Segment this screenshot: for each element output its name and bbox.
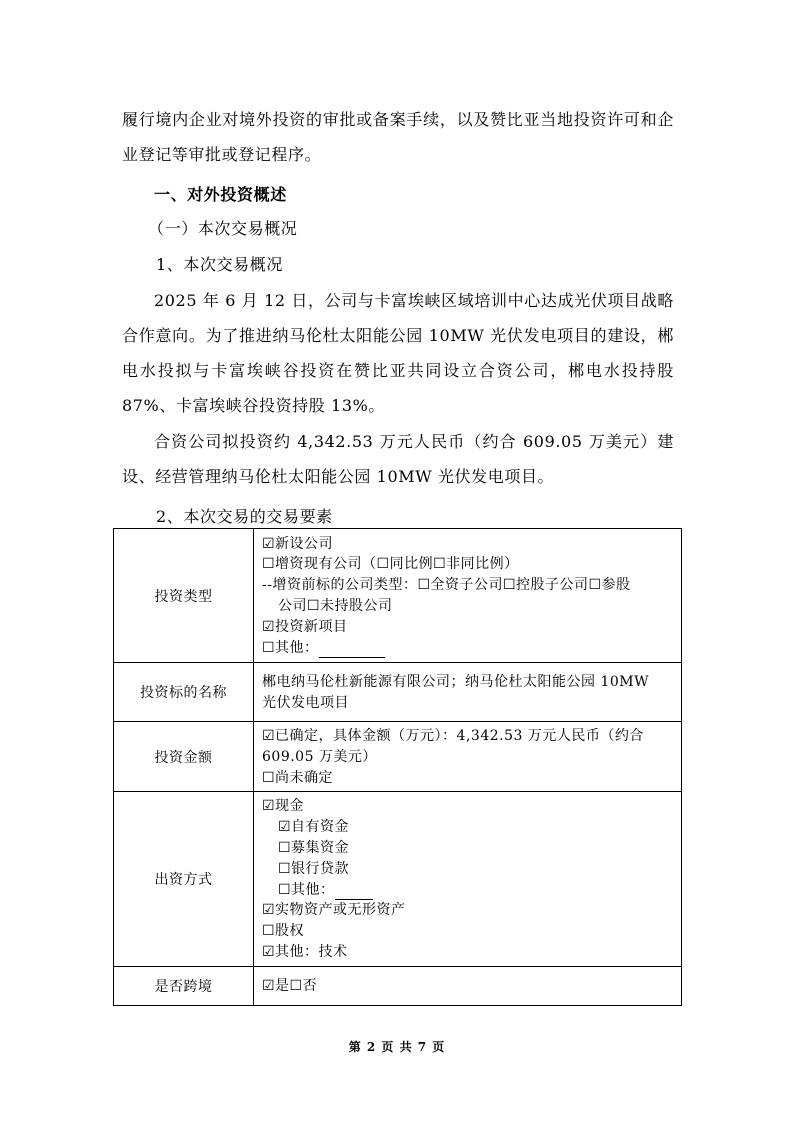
table-row-cross-border [114,966,682,1005]
method-cash-other-label: ☐其他： [278,881,335,898]
option-target-type-cont: 公司☐未持股公司 [278,598,393,614]
table-row-amount [114,722,682,792]
value-target-name [254,663,682,722]
method-equity: ☐股权 [262,923,305,940]
paragraph-1: 2025 年 6 月 12 日，公司与卡富埃峡区域培训中心达成光伏项目战略合作意向。为了推进纳马伦杜太阳能公园 10MW 光伏发电项目的建设，郴电水投拟与卡富埃峡谷投资在赞比亚共同设立合资公司，郴电水投持股 87%、卡富埃峡谷投资持股 13%。 [122,291,674,415]
label-method: 出资方式 [114,792,254,966]
method-own-funds: ☑自有资金 [278,819,350,836]
blank-line [319,643,385,658]
target-name-line-2: 光伏发电项目 [262,694,349,711]
amount-determined: ☑已确定，具体金额（万元）：4,342.53 万元人民币（约合 [262,728,644,744]
amount-undetermined: ☐尚未确定 [262,769,334,786]
option-new-company: ☑新设公司 [262,535,334,552]
subsection-title: （一）本次交易概况 [148,219,298,238]
label-investment-type: 投资类型 [114,529,254,663]
paragraph-2: 合资公司拟投资约 4,342.53 万元人民币（约合 609.05 万美元）建设、经营管理纳马伦杜太阳能公园 10MW 光伏发电项目。 [122,432,674,486]
method-bank-loan: ☐银行贷款 [278,860,350,877]
value-amount [254,722,682,792]
option-target-type: --增资前标的公司类型：☐全资子公司☐控股子公司☐参股 [262,577,631,594]
intro-paragraph: 履行境内企业对境外投资的审批或备案手续，以及赞比亚当地投资许可和企业登记等审批或登记程序。 [122,110,674,164]
page-footer: 第 2 页 共 7 页 [348,1040,446,1054]
section-title: 一、对外投资概述 [154,185,287,204]
option-new-project: ☑投资新项目 [262,618,348,635]
option-other-label: ☐其他： [262,639,319,656]
value-method [254,792,682,966]
value-cross-border [254,966,682,1005]
item1-title: 1、本次交易概况 [156,255,283,274]
option-other [262,638,673,659]
label-amount: 投资金额 [114,722,254,792]
label-cross-border: 是否跨境 [114,966,254,1005]
option-capital-increase: ☐增资现有公司（☐同比例☐非同比例） [262,556,519,573]
cross-border-options: ☑是☐否 [262,977,318,994]
blank-line [335,885,373,900]
method-cash-other [262,880,673,901]
table-row-investment-type [114,529,682,663]
method-cash: ☑现金 [262,798,305,815]
amount-determined-cont: 609.05 万美元） [262,748,377,765]
value-investment-type [254,529,682,663]
item2-title: 2、本次交易的交易要素 [156,507,333,526]
target-name-line-1: 郴电纳马伦杜新能源有限公司；纳马伦杜太阳能公园 10MW [262,673,649,690]
table-row-target-name [114,663,682,722]
transaction-elements-table [113,528,682,1006]
label-target-name: 投资标的名称 [114,663,254,722]
method-other-technology: ☑其他：技术 [262,943,348,960]
method-physical-assets: ☑实物资产或无形资产 [262,902,406,919]
table-row-method [114,792,682,966]
method-raised-funds: ☐募集资金 [278,839,350,856]
